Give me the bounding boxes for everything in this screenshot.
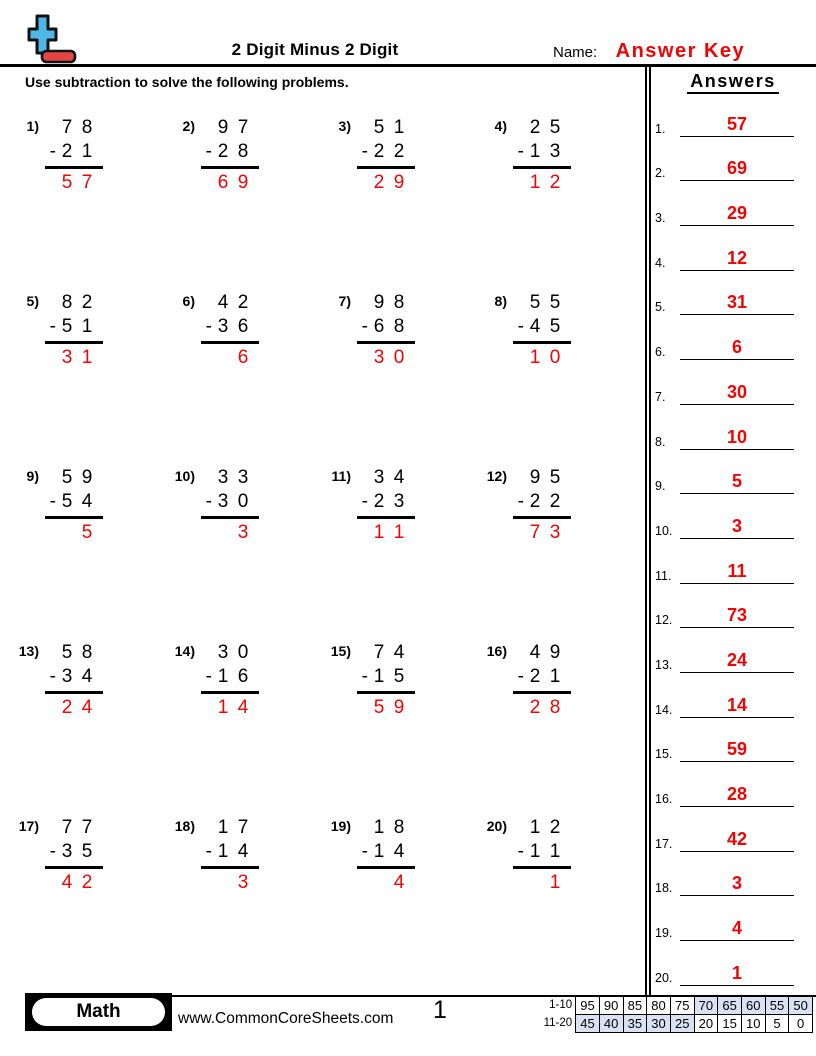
answer-row	[650, 181, 816, 226]
answer-blank-line	[680, 605, 794, 628]
minuend: 5 1	[373, 117, 405, 138]
answer-blank-line	[680, 739, 794, 762]
minuend: 1 7	[217, 817, 249, 838]
answer-blank-line	[680, 114, 794, 137]
subtraction-line	[357, 691, 415, 694]
score-cell: 60	[741, 996, 766, 1015]
answer-row-number: 20.	[655, 970, 673, 985]
answer-row	[650, 450, 816, 495]
problem-number: 4)	[494, 118, 507, 134]
subtraction-line	[357, 166, 415, 169]
subtraction-line	[45, 516, 103, 519]
subtraction-problem	[481, 283, 637, 458]
problem-number: 18)	[174, 818, 195, 834]
answer-value: 57	[726, 113, 748, 134]
problem-answer: 3 1	[61, 347, 93, 368]
answer-blank-line	[680, 203, 794, 226]
subtraction-line	[45, 341, 103, 344]
problem-work	[201, 116, 253, 195]
score-cell: 25	[670, 1014, 695, 1033]
problem-work	[513, 641, 565, 720]
problem-work	[513, 116, 565, 195]
problem-number: 19)	[330, 818, 351, 834]
answer-row	[650, 405, 816, 450]
subtraction-line	[201, 691, 259, 694]
problem-number: 7)	[338, 293, 351, 309]
answer-row	[650, 896, 816, 941]
problem-number: 14)	[174, 643, 195, 659]
answer-row-number: 12.	[655, 613, 673, 628]
minuend: 5 5	[529, 292, 561, 313]
answer-row-number: 9.	[655, 479, 666, 494]
subtrahend: - 1 3	[517, 141, 561, 162]
answer-row-number: 18.	[655, 881, 673, 896]
problem-work	[357, 641, 409, 720]
subtraction-line	[357, 341, 415, 344]
subtraction-problem	[13, 808, 169, 983]
score-cell: 45	[575, 1014, 600, 1033]
answer-value: 59	[726, 739, 748, 760]
subtrahend: - 2 1	[49, 141, 93, 162]
problem-answer: 6 9	[217, 172, 249, 193]
answer-blank-line	[680, 963, 794, 986]
answer-value: 29	[726, 203, 748, 224]
subtraction-line	[513, 166, 571, 169]
minuend: 5 9	[61, 467, 93, 488]
answer-row-number: 14.	[655, 702, 673, 717]
answer-value: 6	[731, 337, 742, 358]
answer-blank-line	[680, 650, 794, 673]
subtrahend: - 2 3	[361, 491, 405, 512]
answer-blank-line	[680, 337, 794, 360]
minuend: 3 4	[373, 467, 405, 488]
problem-answer: 3	[237, 872, 249, 893]
score-cell: 75	[670, 996, 695, 1015]
subtraction-problem	[325, 283, 481, 458]
minuend: 7 4	[373, 642, 405, 663]
answer-row-number: 15.	[655, 747, 673, 762]
problem-answer: 1 0	[529, 347, 561, 368]
subtraction-line	[201, 341, 259, 344]
subtrahend: - 2 1	[517, 666, 561, 687]
answers-panel	[650, 70, 816, 986]
problem-work	[357, 816, 409, 895]
answer-blank-line	[680, 561, 794, 584]
answer-row-number: 5.	[655, 300, 666, 315]
answer-row	[650, 718, 816, 763]
subtrahend: - 5 1	[49, 316, 93, 337]
answer-row	[650, 673, 816, 718]
subtraction-line	[357, 516, 415, 519]
subtrahend: - 3 0	[205, 491, 249, 512]
answer-value: 4	[731, 918, 742, 939]
problem-answer: 5	[81, 522, 93, 543]
answer-row	[650, 360, 816, 405]
score-cell: 35	[623, 1014, 648, 1033]
answers-list	[650, 92, 816, 986]
subtraction-line	[201, 166, 259, 169]
answer-row-number: 11.	[655, 568, 672, 583]
answer-blank-line	[680, 695, 794, 718]
answer-row-number: 17.	[655, 836, 673, 851]
problem-work	[513, 816, 565, 895]
subtrahend: - 1 4	[205, 841, 249, 862]
subject-badge	[25, 993, 172, 1031]
answer-blank-line	[680, 829, 794, 852]
answer-row	[650, 137, 816, 182]
name-label: Name:	[553, 44, 598, 61]
problem-work	[201, 291, 253, 370]
subtrahend: - 2 8	[205, 141, 249, 162]
problem-answer: 1 2	[529, 172, 561, 193]
answer-row-number: 19.	[655, 926, 673, 941]
subtraction-problem	[169, 108, 325, 283]
score-row-2	[537, 1014, 813, 1033]
subtrahend: - 4 5	[517, 316, 561, 337]
answer-blank-line	[680, 292, 794, 315]
name-row	[553, 40, 745, 63]
answer-row-number: 1.	[655, 121, 666, 136]
answer-row	[650, 271, 816, 316]
score-cell: 10	[741, 1014, 766, 1033]
problem-work	[513, 291, 565, 370]
answer-value: 30	[726, 381, 748, 402]
subtraction-problem	[325, 108, 481, 283]
problem-answer: 1	[549, 872, 561, 893]
score-cell: 50	[788, 996, 813, 1015]
answer-value: 42	[726, 828, 748, 849]
answer-blank-line	[680, 427, 794, 450]
answer-value: 69	[726, 158, 748, 179]
problem-answer: 5 7	[61, 172, 93, 193]
page-number: 1	[433, 996, 447, 1024]
answer-row	[650, 941, 816, 986]
subtraction-problem	[325, 458, 481, 633]
answer-value: 14	[726, 694, 748, 715]
answer-blank-line	[680, 248, 794, 271]
score-cell: 95	[575, 996, 600, 1015]
answer-value: 3	[731, 515, 742, 536]
score-cell: 40	[599, 1014, 624, 1033]
minuend: 4 2	[217, 292, 249, 313]
problem-work	[201, 816, 253, 895]
subtraction-problem	[169, 808, 325, 983]
problem-work	[513, 466, 565, 545]
score-cell: 15	[717, 1014, 742, 1033]
subtraction-problem	[481, 458, 637, 633]
subtrahend: - 3 6	[205, 316, 249, 337]
answer-row	[650, 539, 816, 584]
answer-row-number: 4.	[655, 255, 666, 270]
subtrahend: - 1 4	[361, 841, 405, 862]
subtrahend: - 5 4	[49, 491, 93, 512]
subtraction-problem	[169, 458, 325, 633]
subtraction-line	[45, 166, 103, 169]
subtraction-line	[357, 866, 415, 869]
answer-blank-line	[680, 784, 794, 807]
answer-value: 24	[726, 649, 748, 670]
answer-row	[650, 494, 816, 539]
minuend: 1 2	[529, 817, 561, 838]
minuend: 2 5	[529, 117, 561, 138]
answer-row-number: 13.	[655, 657, 673, 672]
problem-answer: 3 0	[373, 347, 405, 368]
answer-blank-line	[680, 382, 794, 405]
problem-number: 17)	[18, 818, 39, 834]
problem-number: 9)	[26, 468, 39, 484]
problem-answer: 1 4	[217, 697, 249, 718]
subtraction-line	[513, 691, 571, 694]
minuend: 3 0	[217, 642, 249, 663]
answer-value: 5	[731, 471, 742, 492]
subject-label: Math	[32, 998, 165, 1026]
answer-value: 73	[726, 605, 748, 626]
problem-number: 15)	[330, 643, 351, 659]
score-cell: 55	[765, 996, 790, 1015]
subtraction-problem	[13, 108, 169, 283]
answer-row	[650, 852, 816, 897]
problem-work	[45, 291, 97, 370]
problem-work	[45, 466, 97, 545]
problem-work	[201, 466, 253, 545]
score-cell: 30	[646, 1014, 671, 1033]
problem-work	[357, 291, 409, 370]
problem-work	[357, 116, 409, 195]
problem-number: 5)	[26, 293, 39, 309]
problem-number: 12)	[486, 468, 507, 484]
answer-blank-line	[680, 158, 794, 181]
problem-number: 1)	[26, 118, 39, 134]
minuend: 5 8	[61, 642, 93, 663]
score-cell: 5	[765, 1014, 790, 1033]
score-cell: 90	[599, 996, 624, 1015]
problem-work	[201, 641, 253, 720]
subtraction-problem	[13, 458, 169, 633]
subtraction-line	[513, 341, 571, 344]
score-cell: 80	[646, 996, 671, 1015]
answer-row	[650, 584, 816, 629]
subtraction-line	[513, 866, 571, 869]
worksheet-title: 2 Digit Minus 2 Digit	[231, 40, 399, 59]
header-divider	[0, 64, 816, 67]
problem-answer: 2 9	[373, 172, 405, 193]
answer-key-label: Answer Key	[615, 40, 746, 62]
subtraction-problem	[325, 633, 481, 808]
answer-value: 12	[726, 247, 748, 268]
answer-blank-line	[680, 873, 794, 896]
answer-row	[650, 92, 816, 137]
problem-answer: 4 2	[61, 872, 93, 893]
subtraction-line	[201, 516, 259, 519]
answer-value: 10	[726, 426, 748, 447]
score-cell: 65	[717, 996, 742, 1015]
subtraction-problem	[325, 808, 481, 983]
problem-number: 20)	[486, 818, 507, 834]
subtrahend: - 2 2	[517, 491, 561, 512]
problem-answer: 3	[237, 522, 249, 543]
answer-row	[650, 226, 816, 271]
problem-work	[45, 641, 97, 720]
subtraction-line	[201, 866, 259, 869]
instructions-text: Use subtraction to solve the following problems.	[25, 74, 349, 90]
minuend: 7 8	[61, 117, 93, 138]
problem-answer: 5 9	[373, 697, 405, 718]
answer-row-number: 16.	[655, 792, 673, 806]
answer-value: 3	[731, 873, 742, 894]
problem-number: 6)	[182, 293, 195, 309]
subtraction-problem	[169, 633, 325, 808]
problem-work	[45, 816, 97, 895]
subtraction-problem	[481, 808, 637, 983]
subtraction-line	[45, 691, 103, 694]
score-cell: 85	[623, 996, 648, 1015]
answers-heading: Answers	[650, 70, 816, 92]
website-text: www.CommonCoreSheets.com	[178, 1010, 394, 1027]
subtrahend: - 6 8	[361, 316, 405, 337]
subtrahend: - 1 6	[205, 666, 249, 687]
answer-row-number: 3.	[655, 211, 666, 226]
answer-blank-line	[680, 918, 794, 941]
subtrahend: - 1 5	[361, 666, 405, 687]
answer-value: 28	[726, 784, 748, 804]
problem-work	[357, 466, 409, 545]
score-range-label: 11-20	[543, 1017, 573, 1029]
answer-row-number: 10.	[655, 523, 673, 538]
problem-work	[45, 116, 97, 195]
answer-blank-line	[680, 516, 794, 539]
problem-answer: 6	[237, 347, 249, 368]
problem-number: 11)	[331, 468, 351, 484]
problem-number: 3)	[338, 118, 351, 134]
problem-number: 13)	[18, 643, 39, 659]
minuend: 8 2	[61, 292, 93, 313]
answer-value: 1	[731, 962, 742, 983]
problem-number: 8)	[494, 293, 507, 309]
minuend: 7 7	[61, 817, 93, 838]
problem-number: 16)	[486, 643, 507, 659]
score-row-1	[537, 996, 813, 1015]
score-cell: 0	[788, 1014, 813, 1033]
subtrahend: - 3 5	[49, 841, 93, 862]
subtraction-problem	[481, 633, 637, 808]
problem-answer: 1 1	[373, 522, 405, 543]
answer-value: 11	[727, 560, 747, 581]
score-range-label: 1-10	[549, 999, 573, 1011]
answer-blank-line	[680, 471, 794, 494]
subtrahend: - 2 2	[361, 141, 405, 162]
problems-grid	[13, 108, 637, 983]
score-cell: 20	[694, 1014, 719, 1033]
grading-scale-table	[537, 996, 813, 1033]
score-cell: 70	[694, 996, 719, 1015]
answer-value: 31	[726, 292, 748, 313]
problem-answer: 2 4	[61, 697, 93, 718]
problem-answer: 7 3	[529, 522, 561, 543]
subtraction-problem	[13, 633, 169, 808]
answer-row	[650, 628, 816, 673]
problem-answer: 4	[393, 872, 405, 893]
answer-row	[650, 762, 816, 807]
problem-number: 2)	[182, 118, 195, 134]
minuend: 9 8	[373, 292, 405, 313]
answer-row	[650, 807, 816, 852]
problem-answer: 2 8	[529, 697, 561, 718]
minuend: 1 8	[373, 817, 405, 838]
minuend: 4 9	[529, 642, 561, 663]
subtraction-problem	[481, 108, 637, 283]
minuend: 9 7	[217, 117, 249, 138]
subtrahend: - 3 4	[49, 666, 93, 687]
subtraction-line	[45, 866, 103, 869]
problem-number: 10)	[174, 468, 195, 484]
answer-row	[650, 315, 816, 360]
minuend: 9 5	[529, 467, 561, 488]
subtrahend: - 1 1	[517, 841, 561, 862]
answer-row-number: 6.	[655, 345, 666, 360]
subtraction-problem	[13, 283, 169, 458]
subtraction-problem	[169, 283, 325, 458]
subtraction-line	[513, 516, 571, 519]
answer-row-number: 8.	[655, 434, 666, 449]
answer-row-number: 7.	[655, 389, 666, 404]
answer-row-number: 2.	[655, 166, 666, 181]
minuend: 3 3	[217, 467, 249, 488]
